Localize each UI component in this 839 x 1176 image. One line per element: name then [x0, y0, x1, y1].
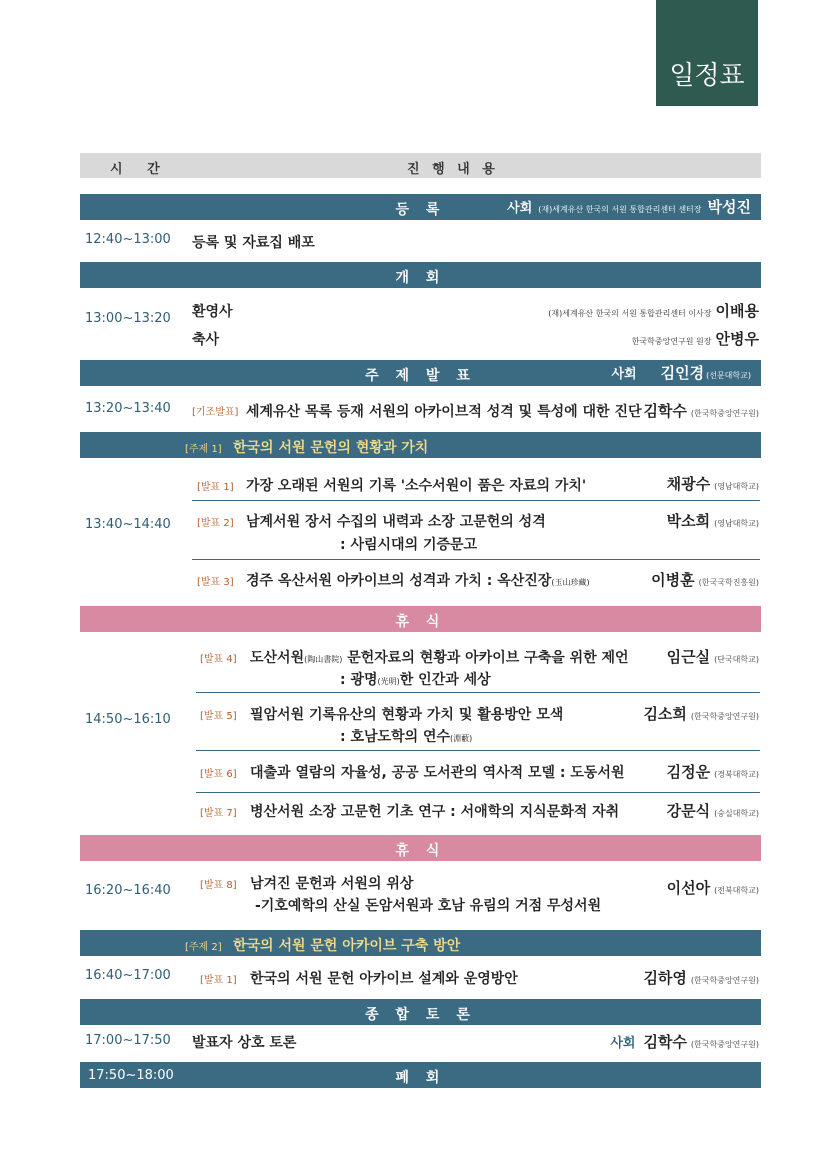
opening-bar: 개 회 — [80, 262, 761, 288]
divider — [192, 500, 760, 501]
p7-speaker: 강문식 (숭실대학교) — [666, 802, 759, 820]
p5-tag: [발표 5] — [200, 711, 237, 722]
discussion-bar: 종 합 토 론 — [80, 999, 761, 1025]
p2-text: 남계서원 장서 수집의 내력과 소장 고문헌의 성격 — [246, 514, 546, 530]
p8-text: 남겨진 문헌과 서원의 위상 — [250, 876, 414, 892]
keynote-tag: [기조발표] — [192, 407, 239, 418]
p4-tag: [발표 4] — [200, 654, 237, 665]
p6-speaker: 김정운 (경북대학교) — [666, 763, 759, 781]
break-bar-2: 휴 식 — [80, 835, 761, 861]
p2-text2: : 사림시대의 기증문고 — [340, 537, 478, 553]
p6-tag: [발표 6] — [200, 769, 237, 780]
divider — [196, 792, 760, 793]
divider — [192, 559, 760, 560]
p6-text: 대출과 열람의 자율성, 공공 도서관의 역사적 모델 : 도동서원 — [250, 765, 625, 781]
keynote-bar: 주 제 발 표 사회 김인경 (선문대학교) — [80, 360, 761, 386]
keynote-chair: 사회 김인경 (선문대학교) — [611, 364, 751, 382]
topic1-bar: [주제 1] 한국의 서원 문헌의 현황과 가치 — [80, 432, 761, 458]
keynote-text: 세계유산 목록 등재 서원의 아카이브적 성격 및 특성에 대한 진단 — [246, 404, 642, 420]
p4-text2: : 광명(光明)한 인간과 세상 — [340, 672, 491, 688]
p3-speaker: 이병훈 (한국국학진흥원) — [651, 571, 759, 589]
t2p1-tag: [발표 1] — [200, 975, 237, 986]
topic2-bar: [주제 2] 한국의 서원 문헌 아카이브 구축 방안 — [80, 930, 761, 956]
time-session2: 14:50~16:10 — [85, 712, 171, 727]
discussion-chair: 사회 김학수 (한국학중앙연구원) — [610, 1033, 759, 1051]
p5-speaker: 김소희 (한국학중앙연구원) — [643, 705, 759, 723]
p1-tag: [발표 1] — [197, 482, 234, 493]
p1-text: 가장 오래된 서원의 기록 '소수서원이 품은 자료의 가치' — [246, 478, 587, 494]
p8-tag: [발표 8] — [200, 880, 237, 891]
time-topic1: 13:40~14:40 — [85, 517, 171, 532]
time-topic2: 16:40~17:00 — [85, 968, 171, 983]
welcome-label: 환영사 — [192, 304, 233, 320]
p4-text: 도산서원(陶山書院) 문헌자료의 현황과 아카이브 구축을 위한 제언 — [250, 650, 629, 666]
p8-text2: -기호예학의 산실 돈암서원과 호남 유림의 거점 무성서원 — [255, 898, 602, 914]
closing-bar: 17:50~18:00 폐 회 — [80, 1062, 761, 1088]
t2p1-speaker: 김하영 (한국학중앙연구원) — [643, 969, 759, 987]
t2p1-text: 한국의 서원 문헌 아카이브 설계와 운영방안 — [250, 971, 518, 987]
registration-chair: 사회 (재)세계유산 한국의 서원 통합관리센터 센터장 박성진 — [507, 198, 751, 216]
registration-bar: 등 록 사회 (재)세계유산 한국의 서원 통합관리센터 센터장 박성진 — [80, 194, 761, 220]
header-time: 시 간 — [110, 162, 170, 177]
break-bar: 휴 식 — [80, 606, 761, 632]
divider — [196, 750, 760, 751]
time-opening: 13:00~13:20 — [85, 311, 171, 326]
p7-tag: [발표 7] — [200, 808, 237, 819]
time-keynote: 13:20~13:40 — [85, 401, 171, 416]
table-header — [80, 153, 761, 178]
discussion-text: 발표자 상호 토론 — [192, 1035, 297, 1051]
time-discussion: 17:00~17:50 — [85, 1033, 171, 1048]
p1-speaker: 채광수 (영남대학교) — [666, 475, 759, 493]
congrats-label: 축사 — [192, 332, 220, 348]
keynote-speaker: 김학수 (한국학중앙연구원) — [643, 402, 759, 420]
p4-speaker: 임근실 (단국대학교) — [666, 648, 759, 666]
p2-tag: [발표 2] — [197, 518, 234, 529]
time-registration: 12:40~13:00 — [85, 232, 171, 247]
p3-tag: [발표 3] — [197, 577, 234, 588]
p5-text: 필암서원 기록유산의 현황과 가치 및 활용방안 모색 — [250, 707, 564, 723]
p2-speaker: 박소희 (영남대학교) — [666, 512, 759, 530]
p7-text: 병산서원 소장 고문헌 기초 연구 : 서애학의 지식문화적 자취 — [250, 804, 620, 820]
time-session3: 16:20~16:40 — [85, 883, 171, 898]
time-closing: 17:50~18:00 — [88, 1068, 174, 1083]
welcome-speaker: (재)세계유산 한국의 서원 통합관리센터 이사장 이배용 — [548, 302, 759, 320]
congrats-speaker: 한국학중앙연구원 원장 안병우 — [631, 330, 759, 348]
p3-text: 경주 옥산서원 아카이브의 성격과 가치 : 옥산진장(玉山珍藏) — [246, 573, 590, 589]
p8-speaker: 이선아 (전북대학교) — [666, 879, 759, 897]
header-content: 진 행 내 용 — [407, 162, 499, 177]
divider — [196, 692, 760, 693]
page-tab-title: 일정표 — [656, 0, 758, 106]
p5-text2: : 호남도학의 연수(淵藪) — [340, 729, 473, 745]
registration-text: 등록 및 자료집 배포 — [192, 235, 315, 251]
